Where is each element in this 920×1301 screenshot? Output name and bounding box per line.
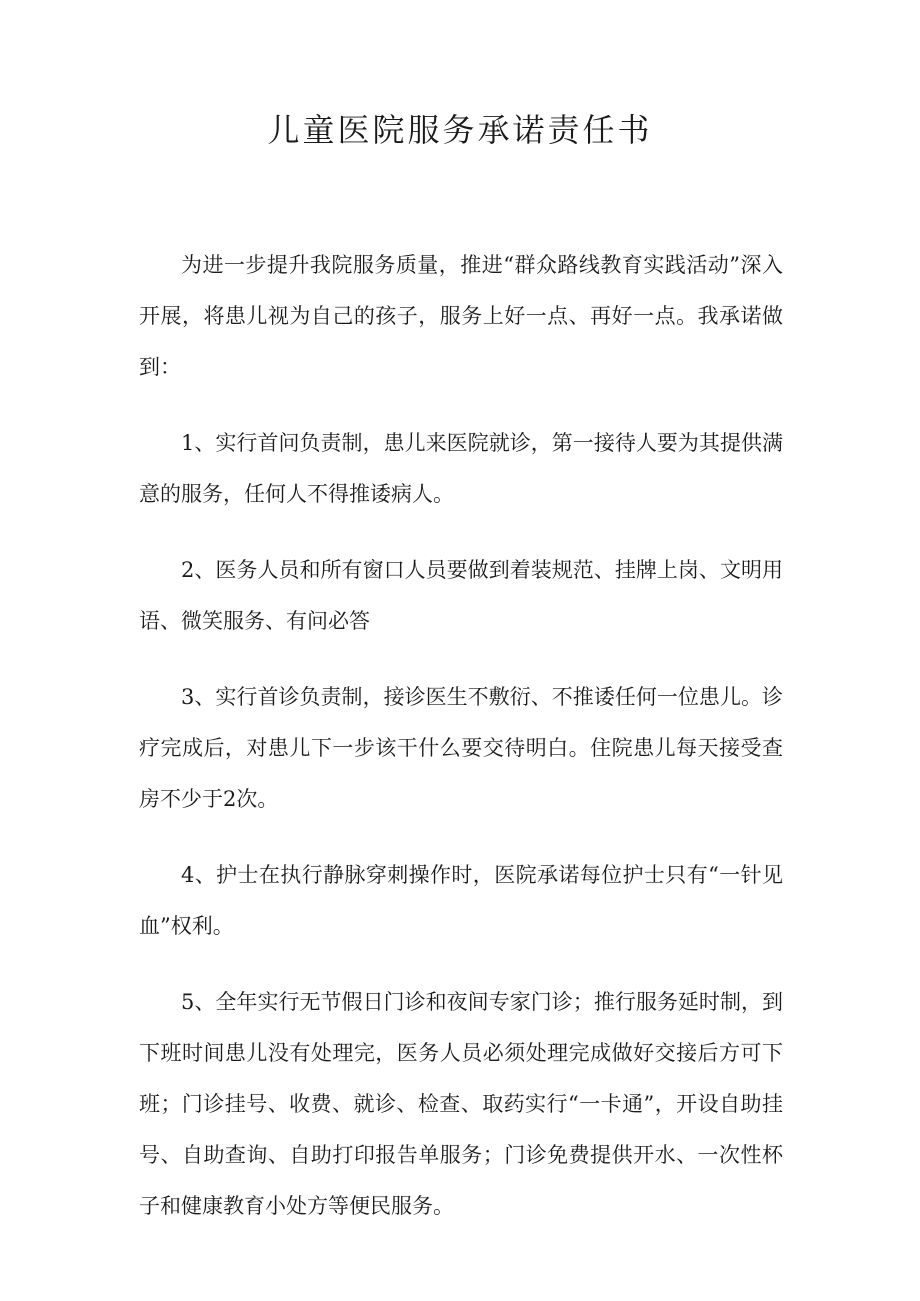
commitment-item-2: 2、医务人员和所有窗口人员要做到着装规范、挂牌上岗、文明用语、微笑服务、有问必答: [139, 558, 783, 633]
intro-paragraph: 为进一步提升我院服务质量，推进“群众路线教育实践活动”深入开展，将患儿视为自己的孩子，服务上好一点、再好一点。我承诺做到：: [139, 253, 783, 379]
commitment-item-1: 1、实行首问负责制，患儿来医院就诊，第一接待人要为其提供满意的服务，任何人不得推诿病人。: [139, 431, 783, 506]
commitment-item-4: 4、护士在执行静脉穿刺操作时，医院承诺每位护士只有“一针见血”权利。: [139, 863, 783, 938]
commitment-item-3: 3、实行首诊负责制，接诊医生不敷衍、不推诿任何一位患儿。诊疗完成后，对患儿下一步该干什么要交待明白。住院患儿每天接受查房不少于2次。: [139, 685, 783, 811]
document-body: [139, 240, 783, 1257]
commitment-item-5: 5、全年实行无节假日门诊和夜间专家门诊；推行服务延时制，到下班时间患儿没有处理完，医务人员必须处理完成做好交接后方可下班；门诊挂号、收费、就诊、检查、取药实行“一卡通”，开设自助挂号、自助查询、自助打印报告单服务；门诊免费提供开水、一次性杯子和健康教育小处方等便民服务。: [139, 990, 783, 1218]
document-title: 儿童医院服务承诺责任书: [267, 111, 653, 149]
